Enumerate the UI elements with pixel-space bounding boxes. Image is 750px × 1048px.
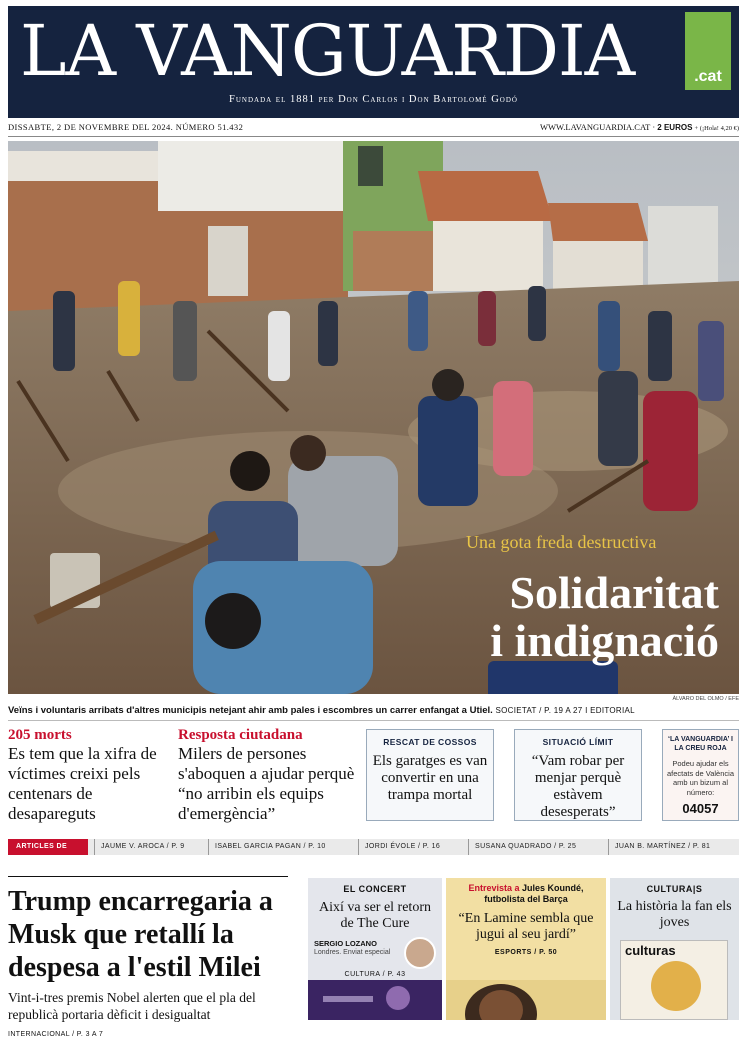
cover-photo[interactable] bbox=[8, 141, 739, 694]
photo-caption bbox=[8, 705, 739, 716]
article-author[interactable]: JORDI ÉVOLE / P. 16 bbox=[358, 839, 440, 855]
promo-concert-kicker: EL CONCERT bbox=[343, 884, 407, 894]
creu-roja-box[interactable] bbox=[662, 729, 739, 821]
creu-roja-tag: ‘LA VANGUARDIA’ I LA CREU ROJA bbox=[668, 736, 733, 752]
article-author[interactable]: JUAN B. MARTÍNEZ / P. 81 bbox=[608, 839, 710, 855]
cultura-cover-art bbox=[651, 961, 701, 1011]
story-resposta-body: Milers de persones s'aboquen a ajudar perquè “no arribin els equips d'emergència” bbox=[178, 744, 355, 823]
author-avatar bbox=[404, 937, 436, 969]
price-extra: + (¡Hola! 4,20 €) bbox=[694, 125, 739, 132]
cover-headline-line-2: i indignació bbox=[490, 615, 719, 666]
story-morts-kicker: 205 morts bbox=[8, 727, 72, 743]
trump-section[interactable]: INTERNACIONAL / P. 3 A 7 bbox=[8, 1031, 104, 1038]
logo-cat-text: .cat bbox=[694, 68, 722, 85]
trump-headline[interactable]: Trump encarregaria a Musk que retallí la despesa a l'estil Milei bbox=[8, 886, 273, 983]
promo-cultura-kicker: CULTURA|S bbox=[646, 884, 703, 894]
top-rule bbox=[8, 136, 739, 137]
promo-concert-byline bbox=[308, 937, 442, 971]
story-rescat-kicker: RESCAT DE COSSOS bbox=[383, 737, 477, 747]
founded-line: Fundada el 1881 per Don Carlos i Don Bartolomé Godó bbox=[229, 94, 518, 105]
promo-kounde[interactable] bbox=[446, 878, 606, 1020]
kounde-kicker-b: Jules Koundé, bbox=[522, 883, 584, 893]
kounde-kicker-a: Entrevista a bbox=[468, 883, 520, 893]
articles-label: ARTICLES DE bbox=[8, 839, 88, 855]
promo-concert-section: CULTURA / P. 43 bbox=[344, 971, 406, 978]
cover-headline-line-1: Solidaritat bbox=[509, 567, 719, 618]
trump-subhead: Vint-i-tres premis Nobel alerten que el pla del republicà portaria dèficit i desigualtat bbox=[8, 990, 256, 1022]
promo-kounde-section: ESPORTS / P. 50 bbox=[494, 949, 558, 956]
story-resposta[interactable] bbox=[178, 727, 358, 824]
promo-kounde-kicker bbox=[446, 883, 606, 905]
price: 2 EUROS bbox=[657, 123, 693, 132]
articles-bar bbox=[8, 839, 739, 855]
promo-concert-author-sub: Londres. Enviat especial bbox=[314, 949, 391, 956]
promo-concert-author: SERGIO LOZANO bbox=[314, 939, 377, 948]
cultura-logo: culturas bbox=[625, 943, 676, 958]
article-author[interactable]: ISABEL GARCIA PAGAN / P. 10 bbox=[208, 839, 326, 855]
creu-roja-body: Podeu ajudar els afectats de València amb un bizum al número: bbox=[667, 759, 734, 797]
story-situacio-kicker: SITUACIÓ LÍMIT bbox=[542, 737, 614, 747]
cultura-cover-thumb bbox=[620, 940, 728, 1020]
mid-rule bbox=[8, 720, 739, 721]
bizum-number: 04057 bbox=[682, 801, 719, 816]
logo[interactable]: LA VANGUARDIA bbox=[20, 10, 635, 92]
kounde-photo bbox=[446, 980, 606, 1020]
story-rescat-box[interactable] bbox=[366, 729, 494, 821]
promo-cultura-title: La història la fan els joves bbox=[617, 899, 732, 930]
caption-text: Veïns i voluntaris arribats d'altres municipis netejant ahir amb pales i escombres un carrer enfangat a Utiel. bbox=[8, 705, 493, 716]
concert-photo bbox=[308, 980, 442, 1020]
logo-cat-badge bbox=[685, 12, 731, 90]
promo-concert-title: Així va ser el retorn de The Cure bbox=[319, 900, 431, 931]
photo-credit: ÀLVARO DEL OLMO / EFE bbox=[672, 696, 739, 702]
article-author[interactable]: SUSANA QUADRADO / P. 25 bbox=[468, 839, 576, 855]
promo-kounde-quote: “En Lamine sembla que jugui al seu jardí” bbox=[458, 911, 594, 942]
cover-headline[interactable] bbox=[490, 569, 719, 665]
story-situacio-body: “Vam robar per menjar perquè estàvem desesperats” bbox=[531, 753, 625, 820]
website-link[interactable]: WWW.LAVANGUARDIA.CAT bbox=[539, 122, 651, 132]
story-rescat-body: Els garatges es van convertir en una trampa mortal bbox=[372, 753, 488, 803]
dateline: DISSABTE, 2 DE NOVEMBRE DEL 2024. NÚMERO 51.432 bbox=[8, 122, 244, 132]
web-price: WWW.LAVANGUARDIA.CAT · 2 EUROS + (¡Hola! 4,20 €) bbox=[539, 122, 739, 132]
article-author[interactable]: JAUME V. AROCA / P. 9 bbox=[94, 839, 185, 855]
cover-kicker: Una gota freda destructiva bbox=[466, 532, 657, 552]
masthead bbox=[8, 6, 739, 118]
bottom-rule bbox=[8, 876, 288, 877]
story-resposta-kicker: Resposta ciutadana bbox=[178, 727, 303, 743]
caption-ref[interactable]: SOCIETAT / P. 19 A 27 I EDITORIAL bbox=[495, 706, 635, 715]
story-morts[interactable] bbox=[8, 727, 168, 824]
promo-concert[interactable] bbox=[308, 878, 442, 1020]
promo-cultura[interactable] bbox=[610, 878, 739, 1020]
story-situacio-box[interactable] bbox=[514, 729, 642, 821]
story-morts-body: Es tem que la xifra de víctimes creixi pels centenars de desapareguts bbox=[8, 744, 157, 823]
kounde-kicker-c: futbolista del Barça bbox=[484, 894, 568, 904]
